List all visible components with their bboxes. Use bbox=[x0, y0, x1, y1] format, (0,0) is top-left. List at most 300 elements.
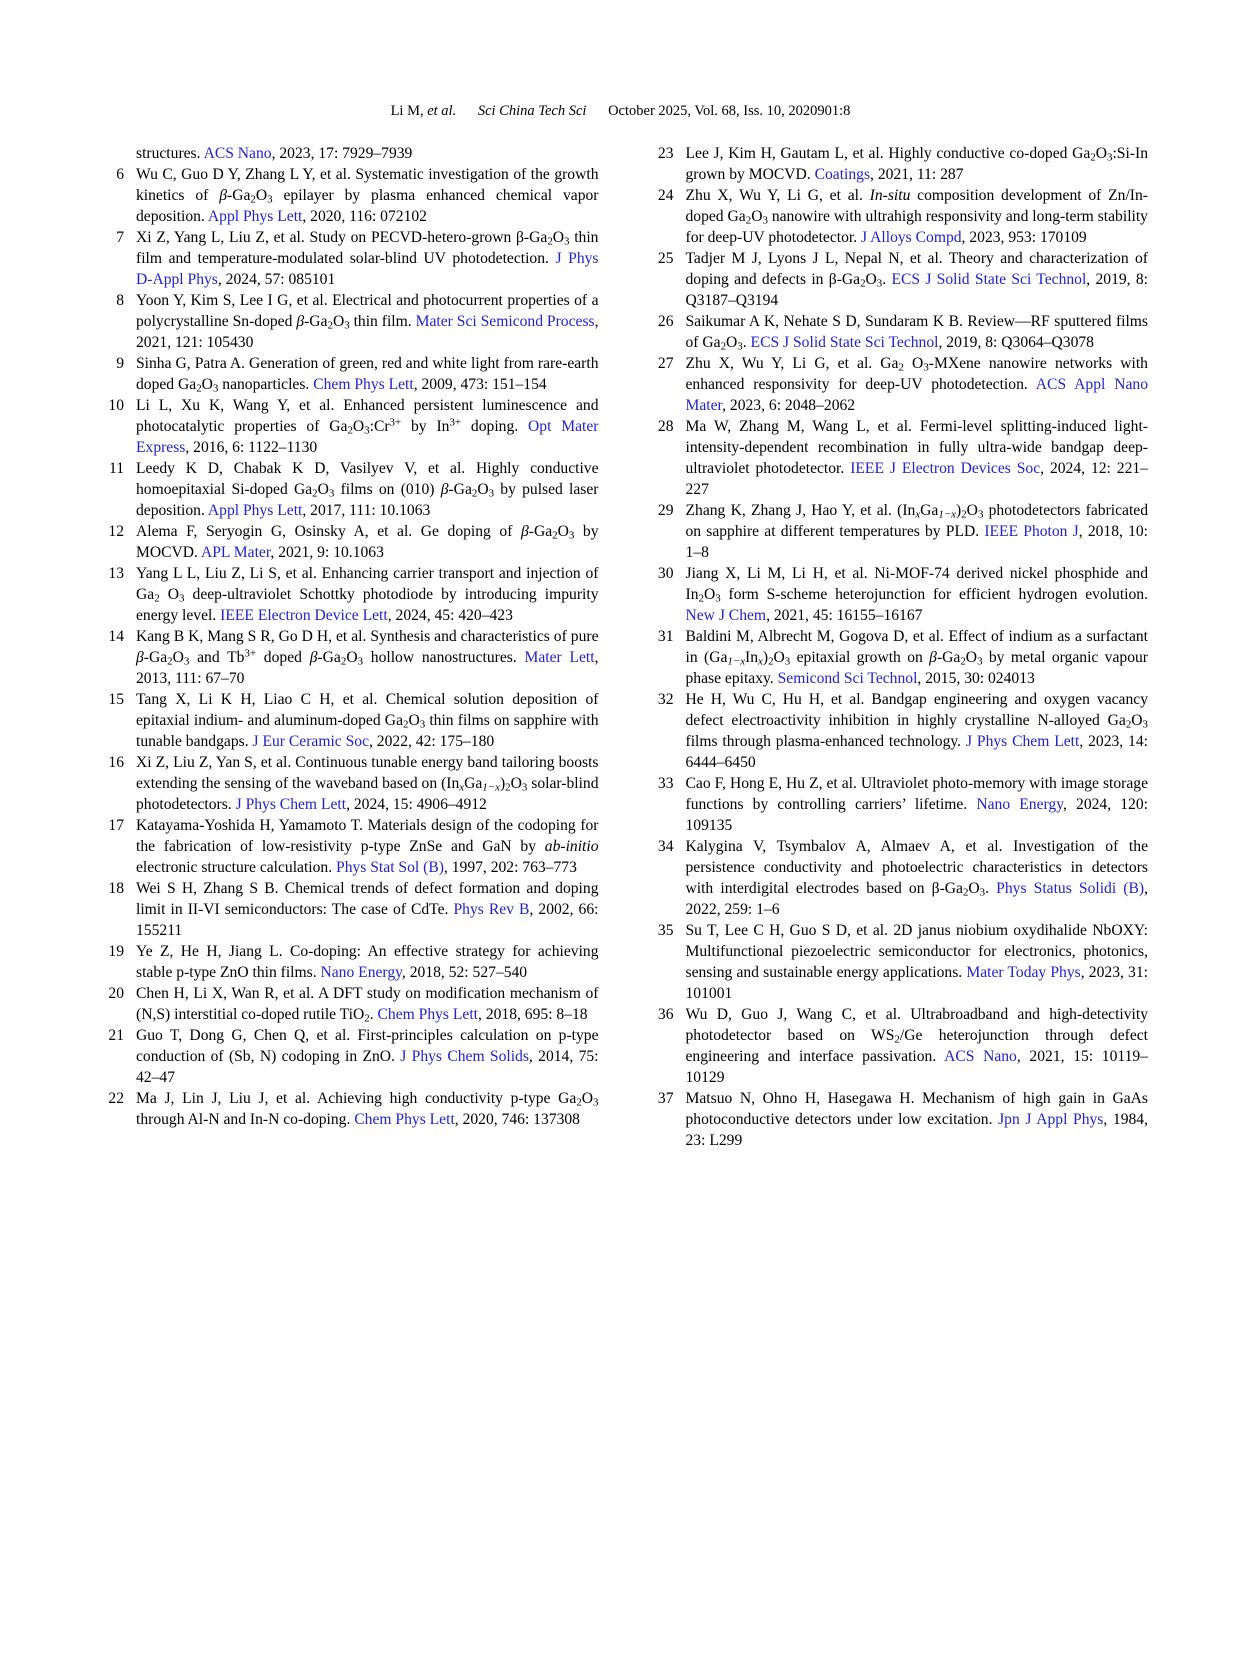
reference-text bbox=[686, 689, 1149, 773]
subscript-text: 3 bbox=[328, 487, 335, 500]
reference-text bbox=[686, 920, 1149, 1004]
text-segment: , 2013, 111: 67–70 bbox=[136, 649, 599, 687]
page-header bbox=[0, 0, 1241, 120]
text-segment: epitaxial growth on bbox=[790, 649, 930, 666]
header-journal-title: Sci China Tech Sci bbox=[477, 103, 587, 119]
text-segment: , 2014, 75: 42–47 bbox=[136, 1048, 599, 1086]
journal-link[interactable]: J Phys Chem Solids bbox=[400, 1048, 529, 1065]
reference-text bbox=[136, 395, 599, 458]
reference-item bbox=[94, 521, 599, 563]
text-segment: Lee J, Kim H, Gautam L, et al. Highly conductive co-doped Ga bbox=[685, 145, 1091, 162]
italic-text: β bbox=[219, 187, 228, 204]
journal-link[interactable]: Phys Rev B bbox=[453, 901, 530, 918]
reference-text bbox=[686, 1004, 1149, 1088]
text-segment: by pulsed laser deposition. bbox=[136, 481, 599, 519]
text-segment: Leedy K D, Chabak K D, Vasilyev V, et al. Highly conductive homoepitaxial Si-doped Ga bbox=[136, 460, 599, 498]
reference-item bbox=[644, 689, 1149, 773]
reference-item bbox=[644, 143, 1149, 185]
text-segment: Kalygina V, Tsymbalov A, Almaev A, et al. Investigation of the persistence conductivity and photoelectric characteristics in detectors with interdigital electrodes based on β-Ga bbox=[685, 838, 1148, 897]
subscript-text: 2 bbox=[720, 340, 727, 353]
subscript-text: 2 bbox=[327, 319, 333, 332]
reference-item bbox=[94, 983, 599, 1025]
text-segment: , 2024, 12: 221–227 bbox=[685, 460, 1148, 498]
journal-link[interactable]: ECS J Solid State Sci Technol bbox=[750, 334, 939, 351]
text-segment: , 1997, 202: 763–773 bbox=[443, 859, 577, 876]
text-segment: , 2016, 6: 1122–1130 bbox=[185, 439, 318, 456]
text-segment: -Ga bbox=[304, 313, 328, 330]
reference-number: 9 bbox=[116, 355, 124, 372]
subscript-italic-text: 1−x bbox=[938, 508, 957, 521]
italic-text: β bbox=[136, 649, 144, 666]
subscript-italic-text: 1−x bbox=[727, 655, 746, 668]
reference-number: 14 bbox=[108, 628, 124, 645]
subscript-text: 2 bbox=[894, 1033, 900, 1046]
journal-link[interactable]: Mater Sci Semicond Process bbox=[415, 313, 595, 330]
references-section bbox=[0, 120, 1241, 1151]
text-segment: Matsuo N, Ohno H, Hasegawa H. Mechanism of high gain in GaAs photoconductive detectors under low excitation. bbox=[685, 1090, 1148, 1128]
journal-link[interactable]: Appl Phys Lett bbox=[207, 208, 303, 225]
text-segment: O bbox=[557, 523, 569, 540]
text-segment: through Al-N and In-N co-doping. bbox=[136, 1111, 355, 1128]
text-segment: nanoparticles. bbox=[218, 376, 314, 393]
reference-text bbox=[686, 563, 1149, 626]
text-segment: Ga bbox=[920, 502, 939, 519]
subscript-text: 3 bbox=[923, 361, 929, 374]
reference-item bbox=[644, 185, 1149, 248]
text-segment: structures. bbox=[136, 145, 204, 162]
journal-link[interactable]: J Phys Chem Lett bbox=[965, 733, 1080, 750]
text-segment: O bbox=[1095, 145, 1108, 162]
subscript-text: 3 bbox=[521, 781, 528, 794]
text-segment: , 2019, 8: Q3187–Q3194 bbox=[685, 271, 1148, 309]
reference-number: 10 bbox=[108, 397, 124, 414]
text-segment: O bbox=[865, 271, 877, 288]
text-segment: O bbox=[581, 1090, 594, 1107]
reference-item bbox=[94, 752, 599, 815]
reference-item bbox=[644, 563, 1149, 626]
text-segment: , 2024, 120: 109135 bbox=[685, 796, 1148, 834]
text-segment: , 2021, 121: 105430 bbox=[136, 313, 599, 351]
text-segment: O bbox=[552, 229, 565, 246]
text-segment: by metal organic vapour phase epitaxy. bbox=[685, 649, 1148, 687]
journal-link[interactable]: J Alloys Compd bbox=[861, 229, 962, 246]
text-segment: , 2023, 953: 170109 bbox=[961, 229, 1087, 246]
reference-text bbox=[136, 563, 599, 626]
text-segment: Chen H, Li X, Wan R, et al. A DFT study on modification mechanism of (N,S) interstitial co-doped rutile TiO bbox=[136, 985, 599, 1023]
text-segment: . bbox=[985, 880, 997, 897]
text-segment: O bbox=[703, 586, 716, 603]
subscript-text: 2 bbox=[167, 655, 173, 668]
text-segment: Zhu X, Wu Y, Li G, et al. Ga bbox=[685, 355, 899, 372]
reference-number: 36 bbox=[657, 1006, 674, 1023]
text-segment: and Tb bbox=[189, 649, 245, 666]
text-segment: ) bbox=[499, 775, 506, 792]
text-segment: O bbox=[968, 880, 980, 897]
reference-item bbox=[94, 815, 599, 878]
text-segment: thin films on sapphire with tunable bandgaps. bbox=[136, 712, 599, 750]
text-segment: Su T, Lee C H, Guo S D, et al. 2D janus niobium oxydihalide NbOXY: Multifunctional piezoelectric semiconductor for electronics, photonics, sensing and sustainable energy applications. bbox=[685, 922, 1148, 981]
text-segment: , 2022, 259: 1–6 bbox=[685, 880, 1149, 918]
text-segment: Baldini M, Albrecht M, Gogova D, et al. Effect of indium as a surfactant in (Ga bbox=[685, 628, 1148, 666]
superscript-text: 3+ bbox=[244, 647, 257, 660]
reference-number: 8 bbox=[116, 292, 124, 309]
italic-text: β bbox=[309, 649, 318, 666]
reference-item bbox=[94, 941, 599, 983]
text-segment: -Ga bbox=[227, 187, 251, 204]
text-segment: Li L, Xu K, Wang Y, et al. Enhanced persistent luminescence and photocatalytic properties of Ga bbox=[136, 397, 599, 435]
subscript-text: 3 bbox=[183, 655, 190, 668]
text-segment: O bbox=[172, 649, 184, 666]
journal-link[interactable]: ECS J Solid State Sci Technol bbox=[891, 271, 1087, 288]
reference-text bbox=[686, 500, 1149, 563]
journal-link[interactable]: IEEE Photon J bbox=[984, 523, 1079, 540]
subscript-italic-text: 1−x bbox=[482, 781, 500, 794]
subscript-text: 2 bbox=[898, 361, 904, 374]
subscript-text: 2 bbox=[154, 592, 160, 605]
reference-number: 35 bbox=[657, 922, 674, 939]
text-segment: O bbox=[1131, 712, 1143, 729]
text-segment: ) bbox=[956, 502, 962, 519]
italic-text: ab-initio bbox=[544, 838, 599, 855]
reference-text bbox=[686, 773, 1149, 836]
reference-text bbox=[686, 836, 1149, 920]
text-segment: , 2009, 473: 151–154 bbox=[413, 376, 547, 393]
header-author-name: Li M, bbox=[390, 103, 428, 119]
subscript-text: 3 bbox=[876, 277, 883, 290]
italic-text: β bbox=[929, 649, 937, 666]
reference-text bbox=[136, 290, 599, 353]
text-segment: , 2023, 6: 2048–2062 bbox=[722, 397, 856, 414]
reference-number: 12 bbox=[108, 523, 124, 540]
reference-item bbox=[94, 143, 599, 164]
text-segment: . bbox=[882, 271, 892, 288]
reference-number: 11 bbox=[108, 460, 124, 477]
reference-text bbox=[136, 1025, 599, 1088]
text-segment: thin film and temperature-modulated solar-blind UV photodetection. bbox=[136, 229, 599, 267]
journal-link[interactable]: J Eur Ceramic Soc bbox=[252, 733, 369, 750]
text-segment: by In bbox=[401, 418, 450, 435]
reference-text bbox=[686, 1088, 1149, 1151]
subscript-text: 3 bbox=[267, 193, 273, 206]
text-segment: films on (010) bbox=[334, 481, 441, 498]
text-segment: , 2023, 31: 101001 bbox=[685, 964, 1148, 1002]
text-segment: Alema F, Seryogin G, Osinsky A, et al. Ge doping of bbox=[136, 523, 521, 540]
text-segment: -Ga bbox=[528, 523, 553, 540]
subscript-text: 2 bbox=[312, 487, 318, 500]
subscript-text: 2 bbox=[962, 886, 969, 899]
text-segment: electronic structure calculation. bbox=[136, 859, 337, 876]
text-segment: :Si-In grown by MOCVD. bbox=[685, 145, 1148, 183]
reference-number: 15 bbox=[108, 691, 124, 708]
journal-link[interactable]: Semicond Sci Technol bbox=[777, 670, 918, 687]
text-segment: , 2021, 15: 10119–10129 bbox=[685, 1048, 1148, 1086]
reference-number: 27 bbox=[657, 355, 674, 372]
text-segment: , 2022, 42: 175–180 bbox=[369, 733, 495, 750]
reference-item bbox=[94, 563, 599, 626]
text-segment: O bbox=[477, 481, 489, 498]
text-segment: , 2017, 111: 10.1063 bbox=[302, 502, 431, 519]
reference-item bbox=[94, 1088, 599, 1130]
reference-number: 7 bbox=[116, 229, 124, 246]
header-et-al: et al. bbox=[427, 103, 457, 119]
subscript-text: 2 bbox=[768, 655, 774, 668]
text-segment: -Ga bbox=[143, 649, 168, 666]
reference-text bbox=[686, 626, 1149, 689]
journal-link[interactable]: IEEE J Electron Devices Soc bbox=[850, 460, 1041, 477]
text-segment: by MOCVD. bbox=[136, 523, 599, 561]
text-segment: , 2020, 746: 137308 bbox=[454, 1111, 580, 1128]
reference-number: 13 bbox=[108, 565, 124, 582]
text-segment: , 2024, 15: 4906–4912 bbox=[346, 796, 487, 813]
subscript-text: 3 bbox=[568, 529, 575, 542]
reference-item bbox=[644, 836, 1149, 920]
text-segment: O bbox=[773, 649, 785, 666]
text-segment: , 2019, 8: Q3064–Q3078 bbox=[938, 334, 1094, 351]
subscript-text: 3 bbox=[737, 340, 743, 353]
text-segment: O bbox=[346, 649, 358, 666]
text-segment: Zhu X, Wu Y, Li G, et al. bbox=[685, 187, 870, 204]
subscript-text: 3 bbox=[564, 235, 570, 248]
reference-number: 16 bbox=[108, 754, 124, 771]
subscript-text: 2 bbox=[364, 1012, 370, 1025]
text-segment: Wu D, Guo J, Wang C, et al. Ultrabroadband and high-detectivity photodetector based on WS bbox=[685, 1006, 1148, 1044]
text-segment: Guo T, Dong G, Chen Q, et al. First-principles calculation on p-type conduction of (Sb, N) codoping in ZnO. bbox=[136, 1027, 599, 1065]
text-segment: O bbox=[966, 502, 978, 519]
subscript-text: 2 bbox=[698, 592, 704, 605]
text-segment: -Ga bbox=[936, 649, 961, 666]
journal-link[interactable]: New J Chem bbox=[685, 607, 767, 624]
reference-text bbox=[136, 983, 599, 1025]
text-segment: , 2023, 17: 7929–7939 bbox=[271, 145, 413, 162]
subscript-text: 2 bbox=[961, 508, 967, 521]
text-segment: epilayer by plasma enhanced chemical vapor deposition. bbox=[136, 187, 599, 225]
text-segment: deep-ultraviolet Schottky photodiode by introducing impurity energy level. bbox=[136, 586, 599, 624]
reference-number: 23 bbox=[657, 145, 674, 162]
text-segment: Wu C, Guo D Y, Zhang L Y, et al. Systematic investigation of the growth kinetics of bbox=[136, 166, 599, 204]
reference-text bbox=[136, 878, 599, 941]
reference-text bbox=[686, 353, 1149, 416]
reference-item bbox=[644, 353, 1149, 416]
italic-text: In-situ bbox=[869, 187, 911, 204]
text-segment: Xi Z, Liu Z, Yan S, et al. Continuous tunable energy band tailoring boosts extending the sensing of the waveband based on (In bbox=[136, 754, 599, 792]
text-segment: Sinha G, Patra A. Generation of green, red and white light from rare-earth doped Ga bbox=[136, 355, 599, 393]
subscript-text: 3 bbox=[357, 655, 364, 668]
journal-link[interactable]: Chem Phys Lett bbox=[377, 1006, 479, 1023]
subscript-text: 3 bbox=[1107, 151, 1113, 164]
reference-number: 22 bbox=[108, 1090, 124, 1107]
reference-number: 30 bbox=[657, 565, 674, 582]
journal-link[interactable]: Phys Stat Sol (B) bbox=[336, 859, 444, 876]
reference-number: 25 bbox=[657, 250, 674, 267]
reference-item bbox=[94, 395, 599, 458]
text-segment: doped bbox=[256, 649, 310, 666]
reference-item bbox=[94, 458, 599, 521]
subscript-text: 2 bbox=[1090, 151, 1096, 164]
text-segment: O bbox=[965, 649, 978, 666]
reference-text bbox=[686, 143, 1149, 185]
journal-link[interactable]: ACS Appl Nano Mater bbox=[685, 376, 1148, 414]
reference-text bbox=[136, 164, 599, 227]
reference-text bbox=[136, 353, 599, 395]
superscript-text: 3+ bbox=[389, 416, 402, 429]
journal-link[interactable]: Appl Phys Lett bbox=[207, 502, 303, 519]
subscript-text: 2 bbox=[403, 718, 409, 731]
text-segment: , 2023, 14: 6444–6450 bbox=[685, 733, 1148, 771]
text-segment: In bbox=[745, 649, 759, 666]
reference-item bbox=[644, 773, 1149, 836]
text-segment: Tadjer M J, Lyons J L, Nepal N, et al. Theory and characterization of doping and defects in β-Ga bbox=[685, 250, 1148, 288]
text-segment: . bbox=[742, 334, 751, 351]
text-segment: form S-scheme heterojunction for efficient hydrogen evolution. bbox=[720, 586, 1148, 603]
reference-item bbox=[644, 1088, 1149, 1151]
text-segment: /Ge heterojunction through defect engineering and interface passivation. bbox=[685, 1027, 1148, 1065]
references-column-right bbox=[644, 143, 1149, 1151]
reference-number: 32 bbox=[657, 691, 674, 708]
header-authors bbox=[391, 103, 457, 119]
text-segment: Wei S H, Zhang S B. Chemical trends of defect formation and doping limit in II-VI semiconductors: The case of CdTe. bbox=[136, 880, 599, 918]
reference-item bbox=[644, 248, 1149, 311]
reference-item bbox=[644, 311, 1149, 353]
reference-number: 24 bbox=[657, 187, 674, 204]
journal-link[interactable]: J Phys D-Appl Phys bbox=[136, 250, 599, 288]
text-segment: O bbox=[352, 418, 365, 435]
text-segment: Zhang K, Zhang J, Hao Y, et al. (In bbox=[685, 502, 916, 519]
reference-item bbox=[94, 353, 599, 395]
subscript-italic-text: x bbox=[758, 655, 763, 668]
text-segment: , 2024, 57: 085101 bbox=[217, 271, 336, 288]
subscript-text: 3 bbox=[593, 1096, 599, 1109]
text-segment: , 2018, 10: 1–8 bbox=[685, 523, 1149, 561]
text-segment: Ga bbox=[464, 775, 483, 792]
text-segment: , 2021, 11: 287 bbox=[870, 166, 964, 183]
journal-link[interactable]: ACS Nano bbox=[944, 1048, 1017, 1065]
text-segment: photodetectors fabricated on sapphire at different temperatures by PLD. bbox=[685, 502, 1148, 540]
subscript-text: 2 bbox=[340, 655, 347, 668]
reference-text bbox=[136, 941, 599, 983]
reference-item bbox=[94, 1025, 599, 1088]
reference-text bbox=[136, 143, 599, 164]
subscript-text: 2 bbox=[250, 193, 256, 206]
subscript-text: 2 bbox=[552, 529, 558, 542]
reference-item bbox=[644, 920, 1149, 1004]
subscript-text: 3 bbox=[784, 655, 791, 668]
text-segment: , 1984, 23: L299 bbox=[685, 1111, 1148, 1149]
text-segment: O bbox=[317, 481, 329, 498]
text-segment: O bbox=[159, 586, 179, 603]
text-segment: Ye Z, He H, Jiang L. Co-doping: An effective strategy for achieving stable p-type ZnO thin films. bbox=[136, 943, 599, 981]
text-segment: . bbox=[369, 1006, 378, 1023]
journal-link[interactable]: APL Mater bbox=[201, 544, 271, 561]
reference-item bbox=[94, 878, 599, 941]
italic-text: β bbox=[440, 481, 449, 498]
subscript-text: 3 bbox=[762, 214, 768, 227]
reference-number: 19 bbox=[108, 943, 124, 960]
references-column-left bbox=[94, 143, 599, 1151]
text-segment: , 2015, 30: 024013 bbox=[917, 670, 1035, 687]
subscript-text: 3 bbox=[715, 592, 721, 605]
text-segment: , 2018, 52: 527–540 bbox=[401, 964, 528, 981]
subscript-text: 2 bbox=[196, 382, 202, 395]
text-segment: -MXene nanowire networks with enhanced responsivity for deep-UV photodetection. bbox=[685, 355, 1148, 393]
superscript-text: 3+ bbox=[449, 416, 462, 429]
reference-number: 29 bbox=[657, 502, 674, 519]
subscript-text: 3 bbox=[419, 718, 426, 731]
italic-text: β bbox=[296, 313, 305, 330]
text-segment: composition development of Zn/In-doped Ga bbox=[685, 187, 1148, 225]
subscript-text: 3 bbox=[979, 886, 986, 899]
text-segment: O bbox=[332, 313, 345, 330]
text-segment: Jiang X, Li M, Li H, et al. Ni-MOF-74 derived nickel phosphide and In bbox=[685, 565, 1148, 603]
text-segment: , 2002, 66: 155211 bbox=[136, 901, 599, 939]
journal-link[interactable]: J Phys Chem Lett bbox=[235, 796, 347, 813]
journal-link[interactable]: Chem Phys Lett bbox=[313, 376, 414, 393]
text-segment: Xi Z, Yang L, Liu Z, et al. Study on PECVD-hetero-grown β-Ga bbox=[136, 229, 548, 246]
text-segment: films through plasma-enhanced technology. bbox=[685, 733, 966, 750]
journal-link[interactable]: IEEE Electron Device Lett bbox=[220, 607, 388, 624]
reference-text bbox=[136, 1088, 599, 1130]
text-segment: Saikumar A K, Nehate S D, Sundaram K B. Review—RF sputtered films of Ga bbox=[685, 313, 1148, 351]
reference-item bbox=[644, 1004, 1149, 1088]
text-segment: He H, Wu C, Hu H, et al. Bandgap engineering and oxygen vacancy defect electroactivity inhibition in highly crystalline N-alloyed Ga bbox=[685, 691, 1148, 729]
journal-link[interactable]: Opt Mater Express bbox=[136, 418, 599, 456]
journal-link[interactable]: Mater Today Phys bbox=[966, 964, 1081, 981]
reference-text bbox=[136, 626, 599, 689]
text-segment: Cao F, Hong E, Hu Z, et al. Ultraviolet photo-memory with image storage functions by controlling carriers’ lifetime. bbox=[685, 775, 1148, 813]
reference-text bbox=[686, 416, 1149, 500]
reference-text bbox=[686, 248, 1149, 311]
journal-link[interactable]: Mater Lett bbox=[524, 649, 595, 666]
text-segment: Tang X, Li K H, Liao C H, et al. Chemical solution deposition of epitaxial indium- and aluminum-doped Ga bbox=[136, 691, 599, 729]
reference-item bbox=[644, 416, 1149, 500]
text-segment: O bbox=[510, 775, 522, 792]
reference-text bbox=[136, 458, 599, 521]
text-segment: Yoon Y, Kim S, Lee I G, et al. Electrical and photocurrent properties of a polycrystalline Sn-doped bbox=[136, 292, 599, 330]
header-issue-info: October 2025, Vol. 68, Iss. 10, 2020901:8 bbox=[608, 103, 851, 119]
subscript-text: 3 bbox=[977, 508, 984, 521]
subscript-text: 2 bbox=[860, 277, 866, 290]
journal-link[interactable]: Coatings bbox=[814, 166, 871, 183]
reference-number: 17 bbox=[108, 817, 124, 834]
text-segment: thin film. bbox=[349, 313, 416, 330]
subscript-italic-text: x bbox=[459, 781, 465, 794]
reference-number: 28 bbox=[657, 418, 674, 435]
text-segment: , 2020, 116: 072102 bbox=[302, 208, 427, 225]
journal-link[interactable]: Jpn J Appl Phys bbox=[998, 1111, 1104, 1128]
reference-number: 31 bbox=[657, 628, 674, 645]
text-segment: , 2024, 45: 420–423 bbox=[387, 607, 513, 624]
reference-item bbox=[94, 689, 599, 752]
text-segment: Kang B K, Mang S R, Go D H, et al. Synthesis and characteristics of pure bbox=[136, 628, 599, 645]
journal-link[interactable]: Phys Status Solidi (B) bbox=[996, 880, 1145, 897]
text-segment: solar-blind photodetectors. bbox=[136, 775, 599, 813]
text-segment: Ma W, Zhang M, Wang L, et al. Fermi-level splitting-induced light-intensity-dependent recombination in fully ultra-wide bandgap deep-ultraviolet photodetector. bbox=[685, 418, 1148, 477]
journal-link[interactable]: ACS Nano bbox=[203, 145, 272, 162]
text-segment: Katayama-Yoshida H, Yamamoto T. Materials design of the codoping for the fabrication of low-resistivity p-type ZnSe and GaN by bbox=[136, 817, 599, 855]
subscript-text: 2 bbox=[960, 655, 966, 668]
reference-item bbox=[644, 626, 1149, 689]
subscript-text: 2 bbox=[745, 214, 752, 227]
reference-number: 26 bbox=[657, 313, 674, 330]
reference-text bbox=[136, 521, 599, 563]
text-segment: hollow nanostructures. bbox=[363, 649, 525, 666]
journal-link[interactable]: Nano Energy bbox=[320, 964, 402, 981]
subscript-text: 3 bbox=[344, 319, 350, 332]
journal-link[interactable]: Nano Energy bbox=[976, 796, 1064, 813]
text-segment: O bbox=[726, 334, 738, 351]
subscript-italic-text: x bbox=[915, 508, 921, 521]
text-segment: O bbox=[751, 208, 763, 225]
journal-link[interactable]: Chem Phys Lett bbox=[354, 1111, 455, 1128]
